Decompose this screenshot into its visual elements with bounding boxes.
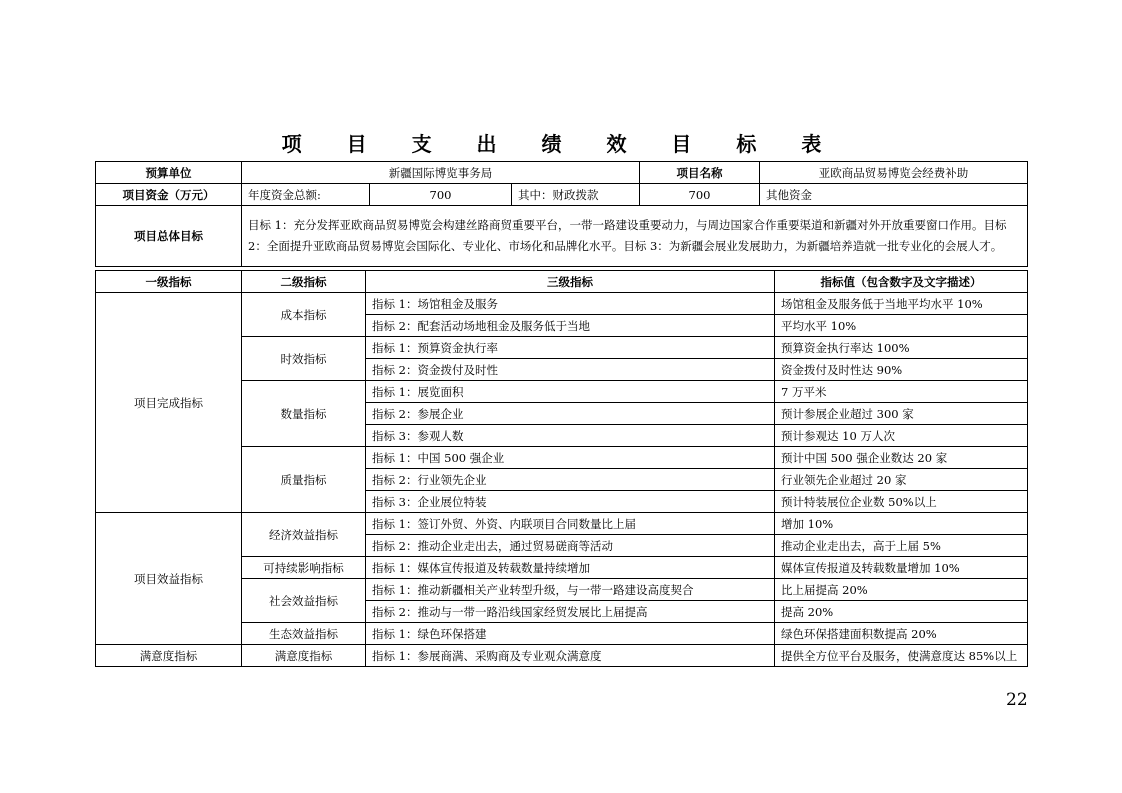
- page-title: 项 目 支 出 绩 效 目 标 表: [281, 132, 841, 156]
- table-row: [96, 293, 1028, 315]
- value-cell: 行业领先企业超过 20 家: [775, 469, 1028, 491]
- value-cell: 预计参展企业超过 300 家: [775, 403, 1028, 425]
- value-cell: 绿色环保搭建面积数提高 20%: [775, 623, 1028, 645]
- value-cell: 预算资金执行率达 100%: [775, 337, 1028, 359]
- table-header-row: [96, 271, 1028, 293]
- level3-cell: 指标 1：场馆租金及服务: [366, 293, 775, 315]
- level3-cell: 指标 1：展览面积: [366, 381, 775, 403]
- level1-cell: 项目效益指标: [96, 513, 242, 645]
- other-funds-label: 其他资金: [766, 187, 813, 202]
- goal-text: 目标 1：充分发挥亚欧商品贸易博览会构建丝路商贸重要平台，一带一路建设重要动力，与周边国家合作重要渠道和新疆对外开放重要窗口作用。目标 2：全面提升亚欧商品贸易博览会国际化、专业化、市场化和品牌化水平。目标 3：为新疆会展业发展助力，为新疆培养造就一批专业化的会展人才。: [242, 206, 1028, 267]
- level2-cell: 经济效益指标: [242, 513, 366, 557]
- level1-cell: 满意度指标: [96, 645, 242, 667]
- level2-cell: 数量指标: [242, 381, 366, 447]
- annual-total-label: 年度资金总额:: [242, 184, 370, 206]
- level3-cell: 指标 2：行业领先企业: [366, 469, 775, 491]
- goal-label: 项目总体目标: [96, 206, 242, 267]
- value-cell: 增加 10%: [775, 513, 1028, 535]
- level2-cell: 成本指标: [242, 293, 366, 337]
- header-table: [95, 161, 1028, 267]
- value-cell: 平均水平 10%: [775, 315, 1028, 337]
- value-cell: 比上届提高 20%: [775, 579, 1028, 601]
- level2-cell: 时效指标: [242, 337, 366, 381]
- value-cell: 资金拨付及时性达 90%: [775, 359, 1028, 381]
- level3-cell: 指标 1：预算资金执行率: [366, 337, 775, 359]
- level3-cell: 指标 2：推动企业走出去，通过贸易磋商等活动: [366, 535, 775, 557]
- level3-cell: 指标 2：推动与一带一路沿线国家经贸发展比上届提高: [366, 601, 775, 623]
- level3-cell: 指标 1：中国 500 强企业: [366, 447, 775, 469]
- page-number: 22: [1006, 690, 1028, 710]
- level2-cell: 生态效益指标: [242, 623, 366, 645]
- value-cell: 预计参观达 10 万人次: [775, 425, 1028, 447]
- value-cell: 推动企业走出去，高于上届 5%: [775, 535, 1028, 557]
- level3-cell: 指标 3：参观人数: [366, 425, 775, 447]
- value-cell: 预计特装展位企业数 50%以上: [775, 491, 1028, 513]
- column-header: 三级指标: [366, 271, 775, 293]
- level2-cell: 满意度指标: [242, 645, 366, 667]
- level2-cell: 质量指标: [242, 447, 366, 513]
- level2-cell: 可持续影响指标: [242, 557, 366, 579]
- level3-cell: 指标 2：资金拨付及时性: [366, 359, 775, 381]
- level3-cell: 指标 2：配套活动场地租金及服务低于当地: [366, 315, 775, 337]
- level2-cell: 社会效益指标: [242, 579, 366, 623]
- level3-cell: 指标 3：企业展位特装: [366, 491, 775, 513]
- column-header: 一级指标: [96, 271, 242, 293]
- value-cell: 场馆租金及服务低于当地平均水平 10%: [775, 293, 1028, 315]
- other-funds-cell: [760, 184, 1028, 206]
- budget-unit-value: 新疆国际博览事务局: [242, 162, 640, 184]
- level3-cell: 指标 2：参展企业: [366, 403, 775, 425]
- level3-cell: 指标 1：推动新疆相关产业转型升级，与一带一路建设高度契合: [366, 579, 775, 601]
- column-header: 二级指标: [242, 271, 366, 293]
- fiscal-label: 其中：财政拨款: [512, 184, 640, 206]
- value-cell: 提高 20%: [775, 601, 1028, 623]
- value-cell: 提供全方位平台及服务，使满意度达 85%以上: [775, 645, 1028, 667]
- project-name-label: 项目名称: [640, 162, 760, 184]
- table-row: [96, 513, 1028, 535]
- level3-cell: 指标 1：签订外贸、外资、内联项目合同数量比上届: [366, 513, 775, 535]
- column-header: 指标值（包含数字及文字描述）: [775, 271, 1028, 293]
- indicator-table: [95, 270, 1028, 667]
- funds-label: 项目资金（万元）: [96, 184, 242, 206]
- level3-cell: 指标 1：绿色环保搭建: [366, 623, 775, 645]
- fiscal-value: 700: [640, 184, 760, 206]
- level1-cell: 项目完成指标: [96, 293, 242, 513]
- project-name-value: 亚欧商品贸易博览会经费补助: [760, 162, 1028, 184]
- value-cell: 7 万平米: [775, 381, 1028, 403]
- annual-total-value: 700: [370, 184, 512, 206]
- level3-cell: 指标 1：参展商满、采购商及专业观众满意度: [366, 645, 775, 667]
- value-cell: 预计中国 500 强企业数达 20 家: [775, 447, 1028, 469]
- level3-cell: 指标 1：媒体宣传报道及转载数量持续增加: [366, 557, 775, 579]
- table-row: [96, 645, 1028, 667]
- value-cell: 媒体宣传报道及转载数量增加 10%: [775, 557, 1028, 579]
- budget-unit-label: 预算单位: [96, 162, 242, 184]
